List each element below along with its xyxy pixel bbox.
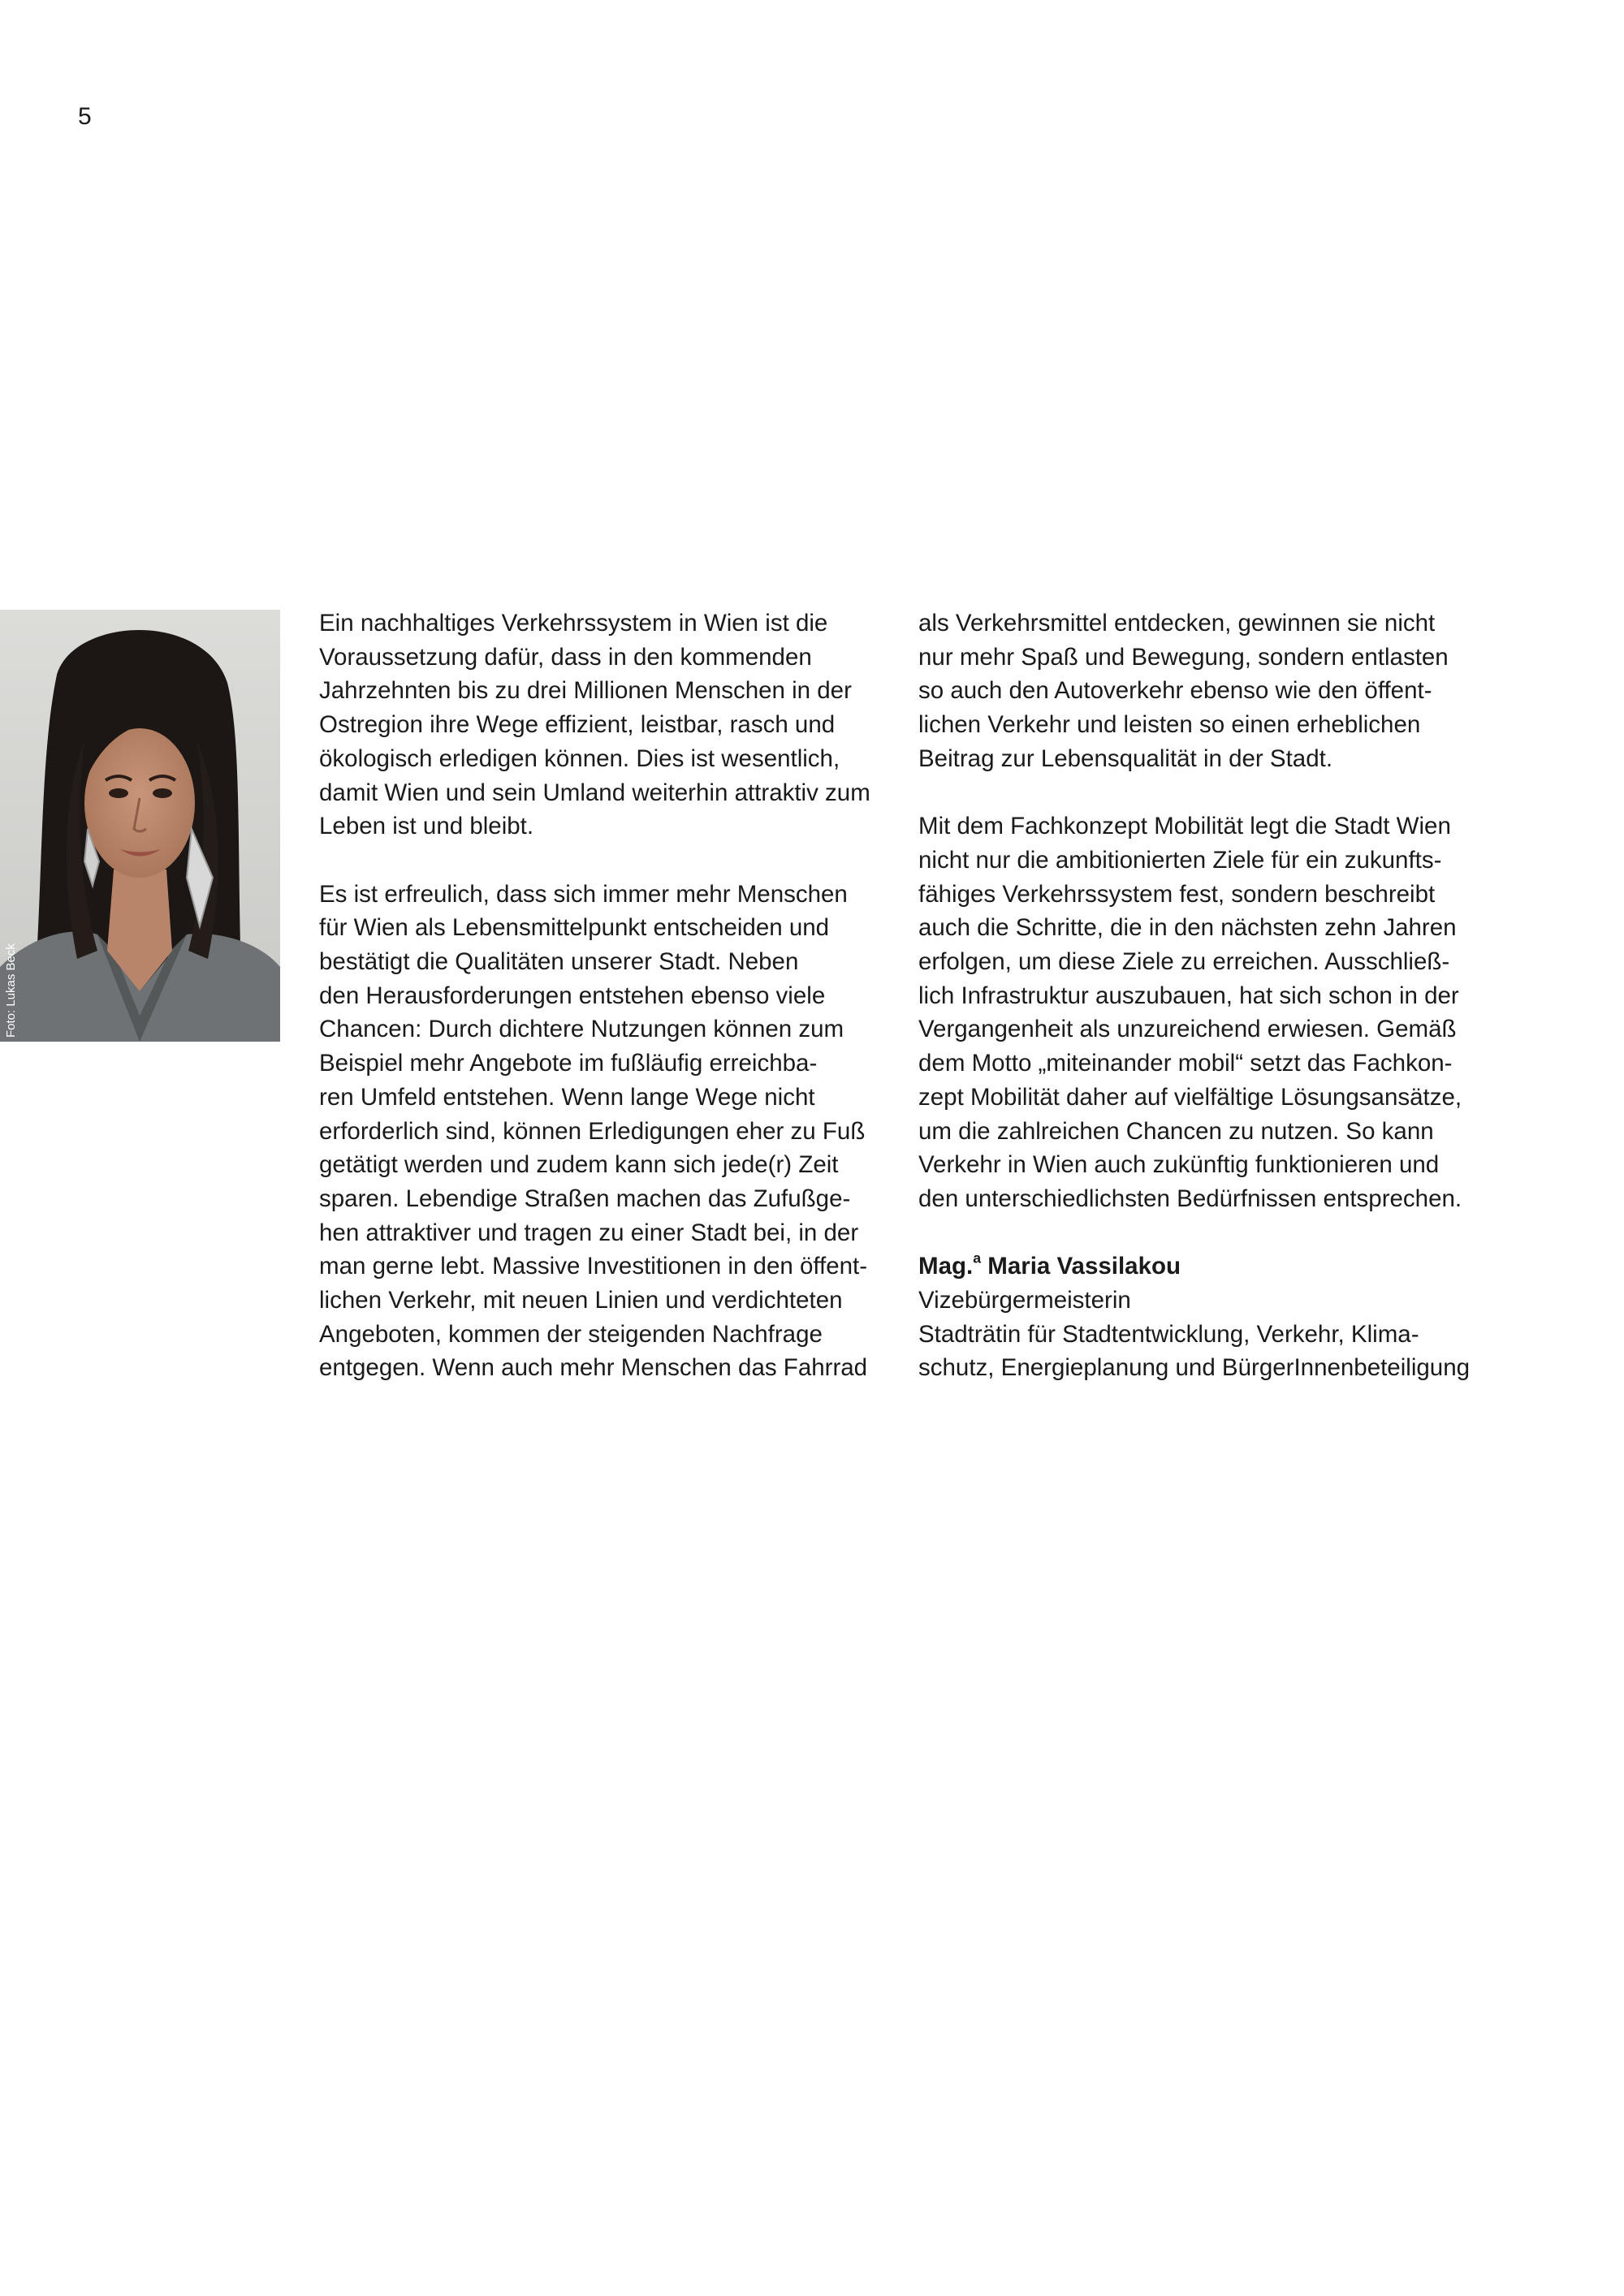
paragraph-line: Voraussetzung dafür, dass in den kommenden xyxy=(319,643,812,671)
signature-block xyxy=(918,1249,1487,1385)
paragraph-line: man gerne lebt. Massive Investitionen in den öffent- xyxy=(319,1253,868,1280)
paragraph-line: Ostregion ihre Wege effizient, leistbar, rasch und xyxy=(319,711,836,739)
paragraph-line: Verkehr in Wien auch zukünftig funktionieren und xyxy=(918,1151,1440,1179)
paragraph-line: hen attraktiver und tragen zu einer Stadt bei, in der xyxy=(319,1219,859,1246)
signature-role-line: schutz, Energieplanung und BürgerInnenbeteiligung xyxy=(918,1354,1471,1382)
paragraph-line: nur mehr Spaß und Bewegung, sondern entlasten xyxy=(918,643,1449,671)
paragraph-line: ökologisch erledigen können. Dies ist wesentlich, xyxy=(319,744,840,772)
page-number: 5 xyxy=(78,103,92,130)
portrait-illustration xyxy=(0,610,280,1042)
paragraph-line: auch die Schritte, die in den nächsten zehn Jahren xyxy=(918,914,1457,942)
portrait-photo xyxy=(0,610,280,1042)
body-paragraph xyxy=(319,878,888,1386)
paragraph-line: als Verkehrsmittel entdecken, gewinnen sie nicht xyxy=(918,610,1436,637)
paragraph-line: ren Umfeld entstehen. Wenn lange Wege nicht xyxy=(319,1083,815,1111)
paragraph-line: den unterschiedlichsten Bedürfnissen entsprechen. xyxy=(918,1185,1462,1212)
paragraph-line: erfolgen, um diese Ziele zu erreichen. Ausschließ- xyxy=(918,948,1450,976)
signature-name: Mag.$^a$ Maria Vassilakou xyxy=(918,1250,1181,1280)
paragraph-line: Beitrag zur Lebensqualität in der Stadt. xyxy=(918,744,1333,772)
paragraph-line: fähiges Verkehrssystem fest, sondern beschreibt xyxy=(918,880,1436,908)
paragraph-line: damit Wien und sein Umland weiterhin attraktiv zum xyxy=(319,779,870,806)
paragraph-line: Ein nachhaltiges Verkehrssystem in Wien ist die xyxy=(319,610,828,637)
text-column-right xyxy=(918,606,1487,1385)
paragraph-line: Jahrzehnten bis zu drei Millionen Menschen in der xyxy=(319,677,852,705)
signature-role-line: Vizebürgermeisterin xyxy=(918,1287,1131,1314)
paragraph-line: Chancen: Durch dichtere Nutzungen können zum xyxy=(319,1016,844,1043)
paragraph-line: sparen. Lebendige Straßen machen das Zufußge- xyxy=(319,1185,851,1212)
body-paragraph xyxy=(319,606,888,844)
paragraph-line: dem Motto „miteinander mobil“ setzt das Fachkon- xyxy=(918,1050,1453,1077)
body-paragraph xyxy=(918,809,1487,1215)
signature-role-line: Stadträtin für Stadtentwicklung, Verkehr, Klima- xyxy=(918,1320,1419,1348)
paragraph-line: zept Mobilität daher auf vielfältige Lösungsansätze, xyxy=(918,1083,1462,1111)
paragraph-line: den Herausforderungen entstehen ebenso viele xyxy=(319,982,826,1009)
photo-credit: Foto: Lukas Beck xyxy=(4,943,18,1038)
paragraph-line: Mit dem Fachkonzept Mobilität legt die Stadt Wien xyxy=(918,813,1451,840)
text-column-left xyxy=(319,606,888,1385)
paragraph-line: lichen Verkehr, mit neuen Linien und verdichteten xyxy=(319,1287,843,1314)
paragraph-line: nicht nur die ambitionierten Ziele für ein zukunfts- xyxy=(918,846,1442,874)
paragraph-line: für Wien als Lebensmittelpunkt entscheiden und xyxy=(319,914,830,942)
paragraph-line: Es ist erfreulich, dass sich immer mehr Menschen xyxy=(319,880,848,908)
paragraph-line: um die zahlreichen Chancen zu nutzen. So kann xyxy=(918,1117,1434,1145)
paragraph-line: Angeboten, kommen der steigenden Nachfrage xyxy=(319,1320,823,1348)
paragraph-line: getätigt werden und zudem kann sich jede(r) Zeit xyxy=(319,1151,839,1179)
paragraph-line: lichen Verkehr und leisten so einen erheblichen xyxy=(918,711,1421,739)
paragraph-line: erforderlich sind, können Erledigungen eher zu Fuß xyxy=(319,1117,866,1145)
paragraph-line: bestätigt die Qualitäten unserer Stadt. Neben xyxy=(319,948,799,976)
body-paragraph xyxy=(918,606,1487,776)
paragraph-line: Beispiel mehr Angebote im fußläufig erreichba- xyxy=(319,1050,818,1077)
paragraph-line: entgegen. Wenn auch mehr Menschen das Fahrrad xyxy=(319,1354,868,1382)
paragraph-line: so auch den Autoverkehr ebenso wie den öffent- xyxy=(918,677,1432,705)
paragraph-line: lich Infrastruktur auszubauen, hat sich schon in der xyxy=(918,982,1459,1009)
paragraph-line: Vergangenheit als unzureichend erwiesen. Gemäß xyxy=(918,1016,1457,1043)
paragraph-line: Leben ist und bleibt. xyxy=(319,813,534,840)
